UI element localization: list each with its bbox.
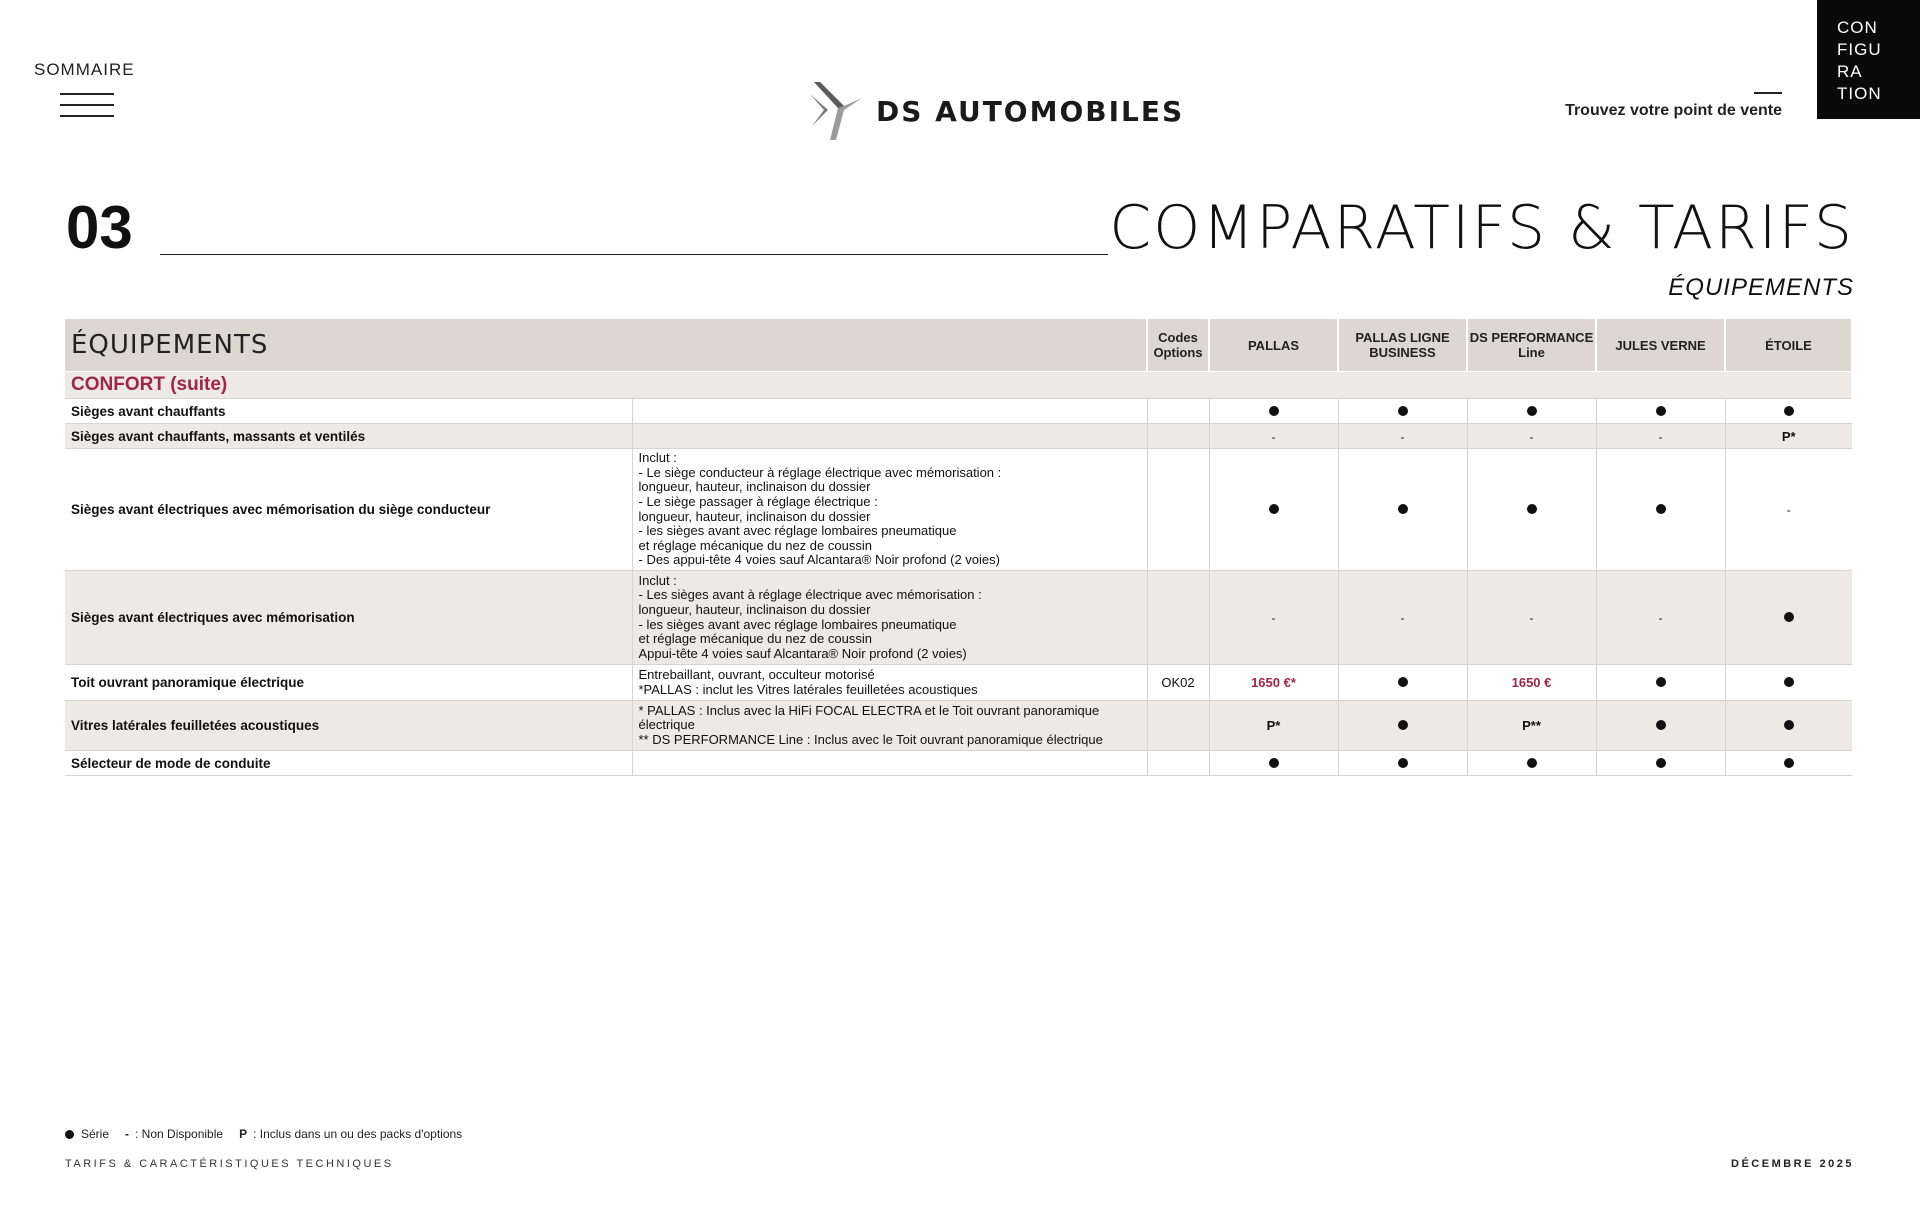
legend-non-dispo-label: : Non Disponible xyxy=(135,1127,224,1141)
row-name: Sélecteur de mode de conduite xyxy=(65,751,632,776)
column-header-pallas-ligne-business: PALLAS LIGNE BUSINESS xyxy=(1338,319,1467,372)
hamburger-icon xyxy=(60,93,114,126)
table-row xyxy=(65,571,1852,665)
table-row xyxy=(65,751,1852,776)
page-title: COMPARATIFS & TARIFS xyxy=(1109,193,1854,263)
bullet-icon xyxy=(1527,406,1537,416)
column-header-jules-verne: JULES VERNE xyxy=(1596,319,1725,372)
cell-value xyxy=(1467,449,1596,571)
section-number: 03 xyxy=(66,194,133,261)
not-available-value: - xyxy=(1271,611,1276,625)
bullet-icon xyxy=(1398,504,1408,514)
row-name: Sièges avant chauffants xyxy=(65,399,632,424)
cell-value xyxy=(1338,751,1467,776)
cell-value xyxy=(1467,424,1596,449)
cell-value xyxy=(1725,701,1852,751)
row-code xyxy=(1147,701,1209,751)
bullet-icon xyxy=(1784,720,1794,730)
row-code xyxy=(1147,571,1209,665)
bullet-icon xyxy=(1656,504,1666,514)
cell-value xyxy=(1467,665,1596,701)
not-available-value: - xyxy=(1271,429,1276,444)
bullet-icon xyxy=(1269,504,1279,514)
cell-value xyxy=(1596,399,1725,424)
cell-value xyxy=(1338,424,1467,449)
bullet-icon xyxy=(1398,758,1408,768)
sommaire-menu-button[interactable] xyxy=(34,60,142,80)
bullet-icon xyxy=(1398,406,1408,416)
bullet-icon xyxy=(1269,758,1279,768)
legend-non-dispo xyxy=(125,1127,223,1141)
row-code xyxy=(1147,399,1209,424)
table-row xyxy=(65,399,1852,424)
table-row xyxy=(65,701,1852,751)
legend xyxy=(65,1127,478,1141)
cell-value xyxy=(1338,399,1467,424)
row-desc xyxy=(632,424,1147,449)
bullet-icon xyxy=(1269,406,1279,416)
row-desc xyxy=(632,399,1147,424)
footer-date: DÉCEMBRE 2025 xyxy=(1731,1158,1854,1170)
pack-value: P** xyxy=(1522,718,1541,733)
dealer-locator-link[interactable] xyxy=(1565,92,1782,120)
cell-value xyxy=(1467,751,1596,776)
table-row xyxy=(65,665,1852,701)
ds-emblem-icon xyxy=(810,80,866,142)
ds-logo[interactable] xyxy=(810,80,1184,142)
not-available-value: - xyxy=(1400,429,1405,444)
footer-doc-title: TARIFS & CARACTÉRISTIQUES TECHNIQUES xyxy=(65,1158,394,1170)
row-code xyxy=(1147,751,1209,776)
row-name: Vitres latérales feuilletées acoustiques xyxy=(65,701,632,751)
cell-value xyxy=(1338,665,1467,701)
dash-symbol: - xyxy=(125,1127,130,1141)
cell-value xyxy=(1596,701,1725,751)
equipment-table xyxy=(65,319,1853,776)
cell-value xyxy=(1725,399,1852,424)
dealer-link-label: Trouvez votre point de vente xyxy=(1565,102,1782,119)
legend-packs-label: : Inclus dans un ou des packs d'options xyxy=(253,1127,463,1141)
legend-serie-label: Série xyxy=(81,1127,110,1141)
cell-value xyxy=(1467,701,1596,751)
cell-value xyxy=(1338,449,1467,571)
row-desc: Inclut : - Les sièges avant à réglage électrique avec mémorisation : longueur, hauteur, inclinaison du dossier - les sièges avant avec réglage lombaires pneumatique et réglage mécanique du nez de coussin Appui-tête 4 voies sauf Alcantara® Noir profond (2 voies) xyxy=(632,571,1147,665)
not-available-value: - xyxy=(1529,429,1534,444)
bullet-icon xyxy=(1784,612,1794,622)
row-name: Sièges avant électriques avec mémorisation du siège conducteur xyxy=(65,449,632,571)
legend-packs xyxy=(239,1127,462,1141)
bullet-icon xyxy=(1398,677,1408,687)
cell-value xyxy=(1596,571,1725,665)
column-header-equipements: ÉQUIPEMENTS xyxy=(65,319,1147,372)
bullet-icon xyxy=(1784,758,1794,768)
cell-value xyxy=(1725,449,1852,571)
row-name: Toit ouvrant panoramique électrique xyxy=(65,665,632,701)
config-label-4: TION xyxy=(1837,84,1882,103)
logo-text: DS AUTOMOBILES xyxy=(876,94,1185,128)
row-name: Sièges avant électriques avec mémorisation xyxy=(65,571,632,665)
bullet-icon xyxy=(65,1130,74,1139)
pack-value: P* xyxy=(1781,428,1796,444)
column-header-pallas: PALLAS xyxy=(1209,319,1338,372)
cell-value xyxy=(1209,665,1338,701)
not-available-value: - xyxy=(1529,611,1534,625)
row-desc: * PALLAS : Inclus avec la HiFi FOCAL ELECTRA et le Toit ouvrant panoramique électrique ** DS PERFORMANCE Line : Inclus avec le Toit ouvrant panoramique électrique xyxy=(632,701,1147,751)
legend-serie xyxy=(65,1127,109,1141)
cell-value xyxy=(1209,399,1338,424)
cell-value xyxy=(1725,424,1852,449)
table-row xyxy=(65,424,1852,449)
configuration-button[interactable] xyxy=(1817,0,1920,119)
config-label-3: RA xyxy=(1837,62,1863,81)
bullet-icon xyxy=(1656,677,1666,687)
row-desc: Inclut : - Le siège conducteur à réglage électrique avec mémorisation : longueur, hauteur, inclinaison du dossier - Le siège passager à réglage électrique : longueur, hauteur, inclinaison du dossier - les sièges avant avec réglage lombaires pneumatique et réglage mécanique du nez de coussin - Des appui-tête 4 voies sauf Alcantara® Noir profond (2 voies) xyxy=(632,449,1147,571)
bullet-icon xyxy=(1656,720,1666,730)
not-available-value: - xyxy=(1786,503,1791,517)
cell-value xyxy=(1596,751,1725,776)
cell-value xyxy=(1209,701,1338,751)
column-header-ds-performance: DS PERFORMANCE Line xyxy=(1467,319,1596,372)
cell-value xyxy=(1596,449,1725,571)
bullet-icon xyxy=(1527,504,1537,514)
price-value: 1650 €* xyxy=(1251,675,1296,690)
cell-value xyxy=(1725,665,1852,701)
bullet-icon xyxy=(1656,758,1666,768)
table-header-row xyxy=(65,319,1852,372)
column-header-etoile: ÉTOILE xyxy=(1725,319,1852,372)
dealer-divider xyxy=(1754,92,1782,94)
bullet-icon xyxy=(1784,677,1794,687)
row-code xyxy=(1147,424,1209,449)
row-name: Sièges avant chauffants, massants et ventilés xyxy=(65,424,632,449)
bullet-icon xyxy=(1656,406,1666,416)
cell-value xyxy=(1338,701,1467,751)
section-divider xyxy=(160,254,1108,255)
page-subtitle: ÉQUIPEMENTS xyxy=(1668,274,1854,301)
cell-value xyxy=(1467,571,1596,665)
not-available-value: - xyxy=(1658,429,1663,444)
menu-label: SOMMAIRE xyxy=(34,60,135,79)
not-available-value: - xyxy=(1400,611,1405,625)
cell-value xyxy=(1596,424,1725,449)
price-value: 1650 € xyxy=(1511,675,1552,690)
cell-value xyxy=(1725,751,1852,776)
column-header-codes: Codes Options xyxy=(1147,319,1209,372)
row-desc: Entrebaillant, ouvrant, occulteur motorisé *PALLAS : inclut les Vitres latérales feuilletées acoustiques xyxy=(632,665,1147,701)
cell-value xyxy=(1596,665,1725,701)
bullet-icon xyxy=(1398,720,1408,730)
bullet-icon xyxy=(1784,406,1794,416)
cell-value xyxy=(1725,571,1852,665)
cell-value xyxy=(1338,571,1467,665)
not-available-value: - xyxy=(1658,611,1663,625)
config-label-2: FIGU xyxy=(1837,40,1882,59)
cell-value xyxy=(1209,571,1338,665)
pack-value: P* xyxy=(1266,718,1281,733)
row-desc xyxy=(632,751,1147,776)
cell-value xyxy=(1209,424,1338,449)
row-code xyxy=(1147,449,1209,571)
p-symbol: P xyxy=(239,1127,248,1141)
cell-value xyxy=(1209,449,1338,571)
category-row xyxy=(65,372,1852,399)
cell-value xyxy=(1467,399,1596,424)
category-label: CONFORT (suite) xyxy=(65,372,1852,399)
bullet-icon xyxy=(1527,758,1537,768)
config-label-1: CON xyxy=(1837,18,1878,37)
table-row xyxy=(65,449,1852,571)
row-code: OK02 xyxy=(1147,665,1209,701)
cell-value xyxy=(1209,751,1338,776)
